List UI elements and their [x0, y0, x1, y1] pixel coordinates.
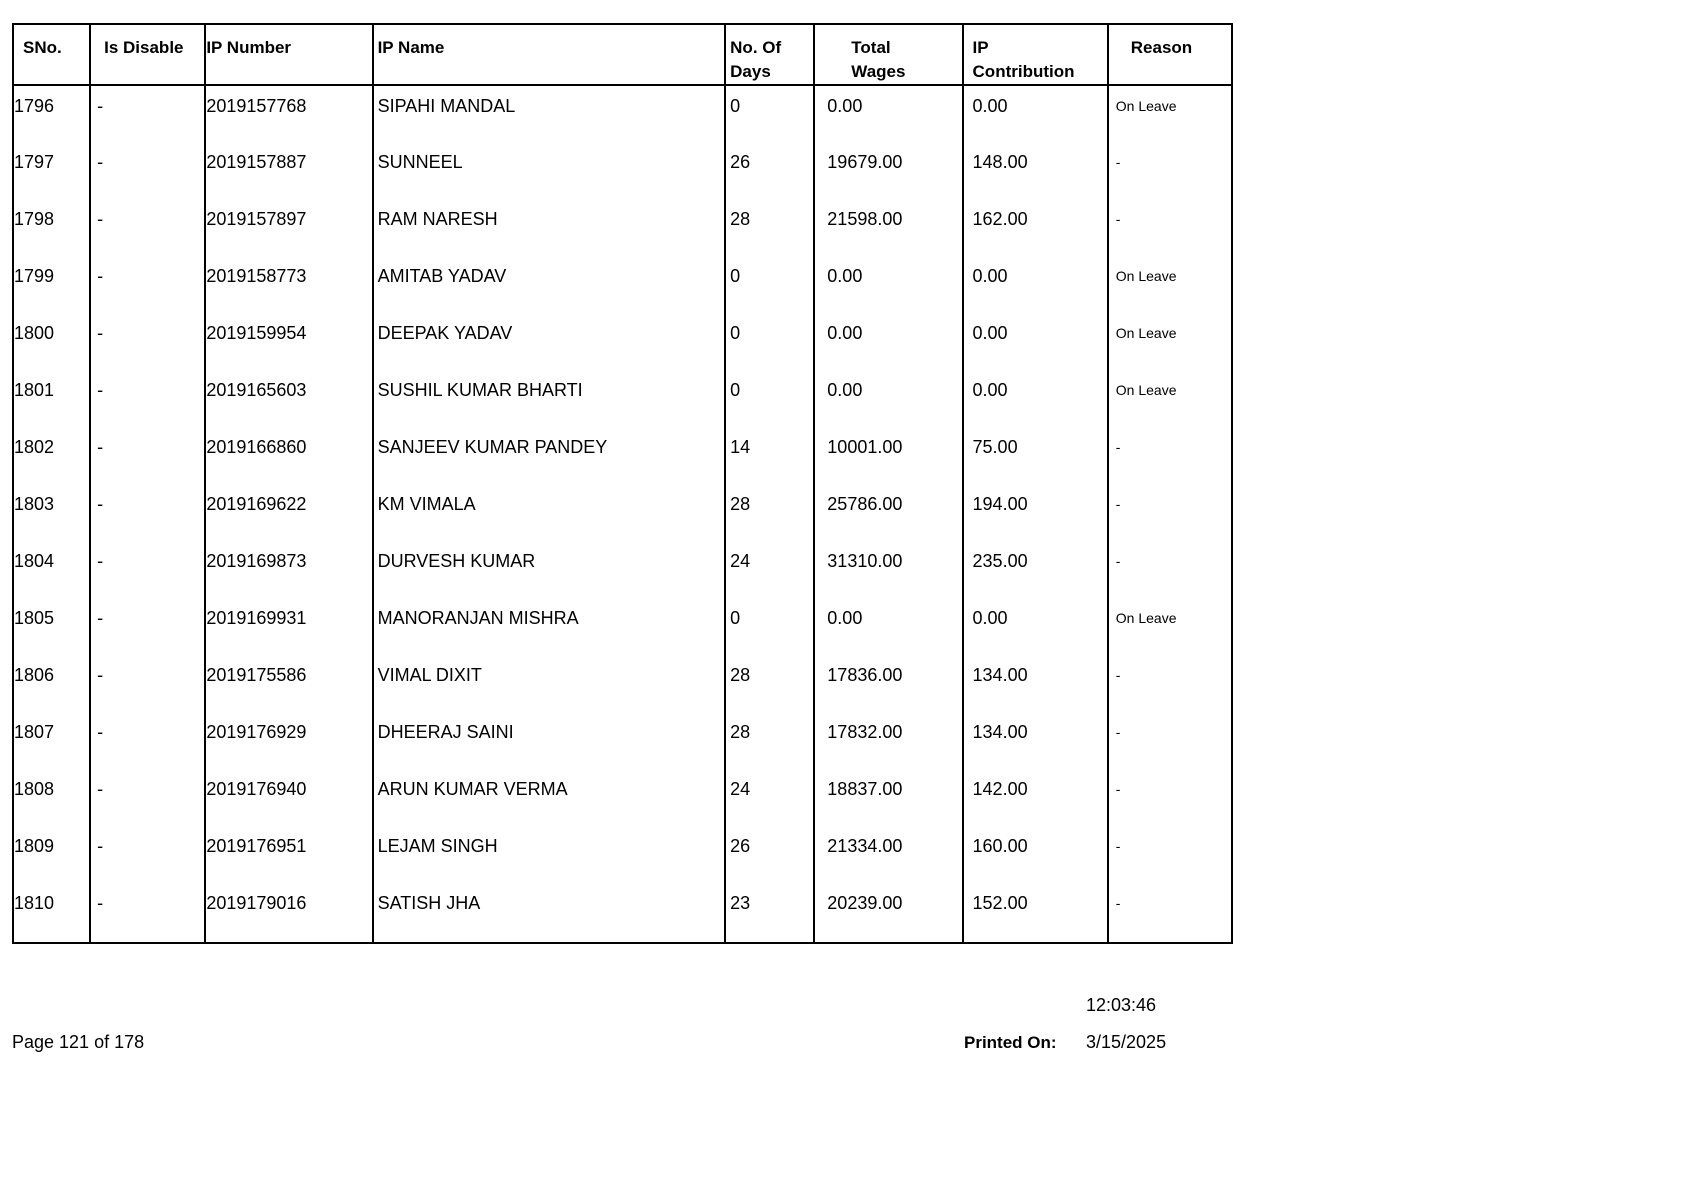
table-header-row: [13, 24, 1232, 85]
header-ip-contribution: [963, 24, 1108, 85]
cell-is-disable: -: [90, 427, 205, 484]
cell-ip-contribution: 162.00: [963, 199, 1108, 256]
cell-ip-contribution: 134.00: [963, 655, 1108, 712]
cell-is-disable: -: [90, 256, 205, 313]
cell-is-disable: -: [90, 541, 205, 598]
cell-sno: 1806: [13, 655, 90, 712]
cell-ip-name: VIMAL DIXIT: [373, 655, 726, 712]
header-ip-number: IP Number: [205, 24, 372, 85]
printed-date: 3/15/2025: [1086, 1032, 1167, 1052]
cell-sno: 1805: [13, 598, 90, 655]
table-row: [13, 313, 1232, 370]
cell-days: 28: [725, 199, 814, 256]
cell-reason: -: [1108, 883, 1232, 943]
table-row: [13, 199, 1232, 256]
cell-reason: -: [1108, 655, 1232, 712]
table-body: [13, 85, 1232, 943]
cell-days: 28: [725, 712, 814, 769]
cell-total-wages: 0.00: [814, 256, 962, 313]
cell-is-disable: -: [90, 712, 205, 769]
table-row: [13, 427, 1232, 484]
header-ip-name: IP Name: [373, 24, 726, 85]
table-row: [13, 598, 1232, 655]
cell-is-disable: -: [90, 655, 205, 712]
cell-sno: 1804: [13, 541, 90, 598]
cell-ip-name: DURVESH KUMAR: [373, 541, 726, 598]
cell-sno: 1809: [13, 826, 90, 883]
cell-ip-contribution: 75.00: [963, 427, 1108, 484]
cell-total-wages: 17832.00: [814, 712, 962, 769]
cell-sno: 1810: [13, 883, 90, 943]
header-wages-line2: Wages: [851, 62, 906, 81]
cell-reason: -: [1108, 484, 1232, 541]
contribution-table: [12, 23, 1233, 944]
cell-sno: 1807: [13, 712, 90, 769]
table-row: [13, 883, 1232, 943]
cell-total-wages: 31310.00: [814, 541, 962, 598]
cell-days: 14: [725, 427, 814, 484]
cell-total-wages: 0.00: [814, 370, 962, 427]
header-is-disable: Is Disable: [90, 24, 205, 85]
cell-sno: 1802: [13, 427, 90, 484]
cell-sno: 1796: [13, 85, 90, 142]
cell-ip-name: DEEPAK YADAV: [373, 313, 726, 370]
cell-ip-name: ARUN KUMAR VERMA: [373, 769, 726, 826]
cell-total-wages: 0.00: [814, 598, 962, 655]
cell-is-disable: -: [90, 883, 205, 943]
cell-reason: On Leave: [1108, 370, 1232, 427]
cell-reason: On Leave: [1108, 313, 1232, 370]
cell-total-wages: 18837.00: [814, 769, 962, 826]
cell-reason: On Leave: [1108, 598, 1232, 655]
cell-reason: -: [1108, 769, 1232, 826]
table-row: [13, 142, 1232, 199]
cell-days: 0: [725, 370, 814, 427]
cell-is-disable: -: [90, 85, 205, 142]
header-contrib-line1: IP: [972, 38, 989, 57]
printed-time: 12:03:46: [1086, 995, 1157, 1015]
cell-reason: On Leave: [1108, 256, 1232, 313]
cell-ip-number: 2019176951: [205, 826, 372, 883]
cell-ip-name: SANJEEV KUMAR PANDEY: [373, 427, 726, 484]
cell-ip-number: 2019157887: [205, 142, 372, 199]
cell-days: 26: [725, 142, 814, 199]
cell-total-wages: 0.00: [814, 313, 962, 370]
header-sno: SNo.: [13, 24, 90, 85]
cell-is-disable: -: [90, 826, 205, 883]
cell-days: 23: [725, 883, 814, 943]
cell-sno: 1801: [13, 370, 90, 427]
cell-reason: -: [1108, 142, 1232, 199]
table-row: [13, 769, 1232, 826]
cell-ip-contribution: 160.00: [963, 826, 1108, 883]
cell-ip-number: 2019179016: [205, 883, 372, 943]
cell-sno: 1808: [13, 769, 90, 826]
cell-days: 24: [725, 769, 814, 826]
cell-reason: -: [1108, 712, 1232, 769]
cell-ip-name: LEJAM SINGH: [373, 826, 726, 883]
cell-ip-name: KM VIMALA: [373, 484, 726, 541]
cell-ip-contribution: 0.00: [963, 313, 1108, 370]
cell-reason: On Leave: [1108, 85, 1232, 142]
table-row: [13, 85, 1232, 142]
cell-is-disable: -: [90, 598, 205, 655]
cell-ip-name: DHEERAJ SAINI: [373, 712, 726, 769]
cell-is-disable: -: [90, 313, 205, 370]
page-number: Page 121 of 178: [12, 1032, 145, 1052]
cell-days: 26: [725, 826, 814, 883]
table-row: [13, 826, 1232, 883]
cell-ip-contribution: 0.00: [963, 598, 1108, 655]
cell-days: 28: [725, 484, 814, 541]
table-row: [13, 256, 1232, 313]
cell-sno: 1803: [13, 484, 90, 541]
cell-total-wages: 21334.00: [814, 826, 962, 883]
cell-days: 0: [725, 598, 814, 655]
header-days: [725, 24, 814, 85]
cell-ip-name: SUSHIL KUMAR BHARTI: [373, 370, 726, 427]
cell-ip-number: 2019157897: [205, 199, 372, 256]
cell-ip-number: 2019176929: [205, 712, 372, 769]
cell-ip-number: 2019165603: [205, 370, 372, 427]
cell-days: 0: [725, 256, 814, 313]
cell-ip-number: 2019169622: [205, 484, 372, 541]
cell-ip-contribution: 0.00: [963, 370, 1108, 427]
header-reason: Reason: [1108, 24, 1232, 85]
cell-is-disable: -: [90, 199, 205, 256]
cell-ip-contribution: 194.00: [963, 484, 1108, 541]
table-row: [13, 712, 1232, 769]
cell-total-wages: 17836.00: [814, 655, 962, 712]
header-days-line1: No. Of: [730, 38, 782, 57]
cell-total-wages: 21598.00: [814, 199, 962, 256]
cell-ip-name: AMITAB YADAV: [373, 256, 726, 313]
cell-reason: -: [1108, 541, 1232, 598]
header-wages-line1: Total: [851, 38, 891, 57]
cell-ip-number: 2019169931: [205, 598, 372, 655]
cell-days: 0: [725, 85, 814, 142]
cell-sno: 1800: [13, 313, 90, 370]
cell-ip-number: 2019158773: [205, 256, 372, 313]
cell-ip-name: RAM NARESH: [373, 199, 726, 256]
cell-ip-number: 2019176940: [205, 769, 372, 826]
header-total-wages: [814, 24, 962, 85]
cell-is-disable: -: [90, 142, 205, 199]
cell-reason: -: [1108, 199, 1232, 256]
cell-ip-number: 2019169873: [205, 541, 372, 598]
cell-ip-number: 2019166860: [205, 427, 372, 484]
cell-reason: -: [1108, 826, 1232, 883]
cell-ip-name: SIPAHI MANDAL: [373, 85, 726, 142]
cell-ip-contribution: 134.00: [963, 712, 1108, 769]
cell-ip-contribution: 235.00: [963, 541, 1108, 598]
cell-ip-contribution: 0.00: [963, 256, 1108, 313]
cell-ip-name: SUNNEEL: [373, 142, 726, 199]
cell-is-disable: -: [90, 370, 205, 427]
header-contrib-line2: Contribution: [972, 62, 1075, 81]
table-row: [13, 370, 1232, 427]
cell-is-disable: -: [90, 484, 205, 541]
cell-ip-number: 2019175586: [205, 655, 372, 712]
cell-ip-name: SATISH JHA: [373, 883, 726, 943]
cell-total-wages: 19679.00: [814, 142, 962, 199]
table-row: [13, 655, 1232, 712]
cell-ip-contribution: 152.00: [963, 883, 1108, 943]
cell-days: 0: [725, 313, 814, 370]
cell-is-disable: -: [90, 769, 205, 826]
cell-ip-number: 2019159954: [205, 313, 372, 370]
header-days-line2: Days: [730, 62, 771, 81]
table-row: [13, 484, 1232, 541]
cell-sno: 1798: [13, 199, 90, 256]
cell-total-wages: 10001.00: [814, 427, 962, 484]
table-row: [13, 541, 1232, 598]
cell-ip-number: 2019157768: [205, 85, 372, 142]
cell-total-wages: 0.00: [814, 85, 962, 142]
cell-days: 24: [725, 541, 814, 598]
printed-on-label: Printed On:: [964, 1033, 1057, 1052]
cell-sno: 1799: [13, 256, 90, 313]
cell-ip-contribution: 142.00: [963, 769, 1108, 826]
cell-total-wages: 20239.00: [814, 883, 962, 943]
cell-ip-contribution: 148.00: [963, 142, 1108, 199]
cell-ip-name: MANORANJAN MISHRA: [373, 598, 726, 655]
cell-sno: 1797: [13, 142, 90, 199]
cell-total-wages: 25786.00: [814, 484, 962, 541]
cell-days: 28: [725, 655, 814, 712]
cell-reason: -: [1108, 427, 1232, 484]
cell-ip-contribution: 0.00: [963, 85, 1108, 142]
